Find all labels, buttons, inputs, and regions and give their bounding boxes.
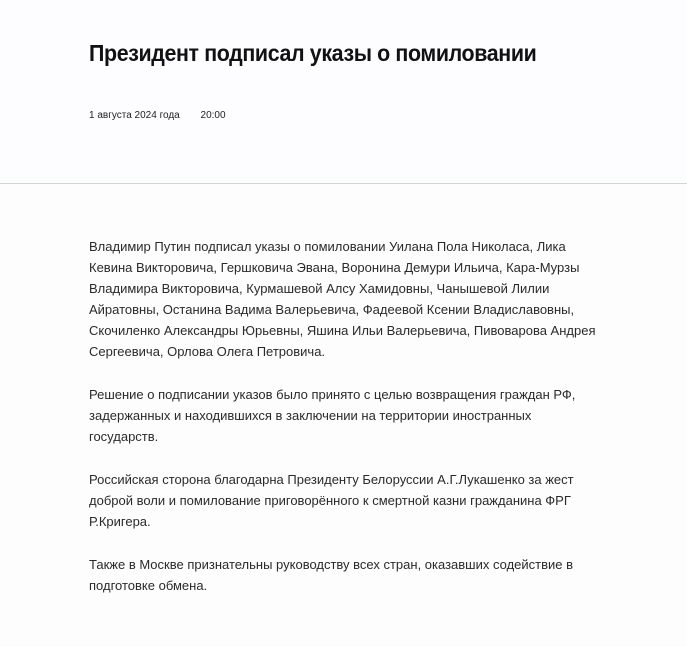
article-paragraph: Российская сторона благодарна Президенту Белоруссии А.Г.Лукашенко за жест доброй воли и помилование приговорённого к смертной казни гражданина ФРГ Р.Кригера.: [89, 472, 574, 529]
publish-date: 1 августа 2024 года: [89, 110, 180, 121]
article-header: [0, 0, 687, 183]
header-divider: [0, 183, 687, 184]
article-paragraph: Также в Москве признательны руководству всех стран, оказавших содействие в подготовке обмена.: [89, 557, 574, 593]
article-meta: [89, 110, 226, 121]
publish-time: 20:00: [200, 110, 226, 121]
article-paragraph: Решение о подписании указов было принято с целью возвращения граждан РФ, задержанных и находившихся в заключении на территории иностранных государств.: [89, 387, 576, 444]
article-body: [89, 236, 599, 618]
page-title: Президент подписал указы о помиловании: [89, 40, 537, 66]
article-paragraph: Владимир Путин подписал указы о помиловании Уилана Пола Николаса, Лика Кевина Викторовича, Гершковича Эвана, Воронина Демури Ильича, Кара-Мурзы Владимира Викторовича, Курмашевой Алсу Хамидовны, Чанышевой Лилии Айратовны, Останина Вадима Валерьевича, Фадеевой Ксении Владиславовны, Скочиленко Александры Юрьевны, Яшина Ильи Валерьевича, Пивоварова Андрея Сергеевича, Орлова Олега Петровича.: [89, 239, 596, 359]
